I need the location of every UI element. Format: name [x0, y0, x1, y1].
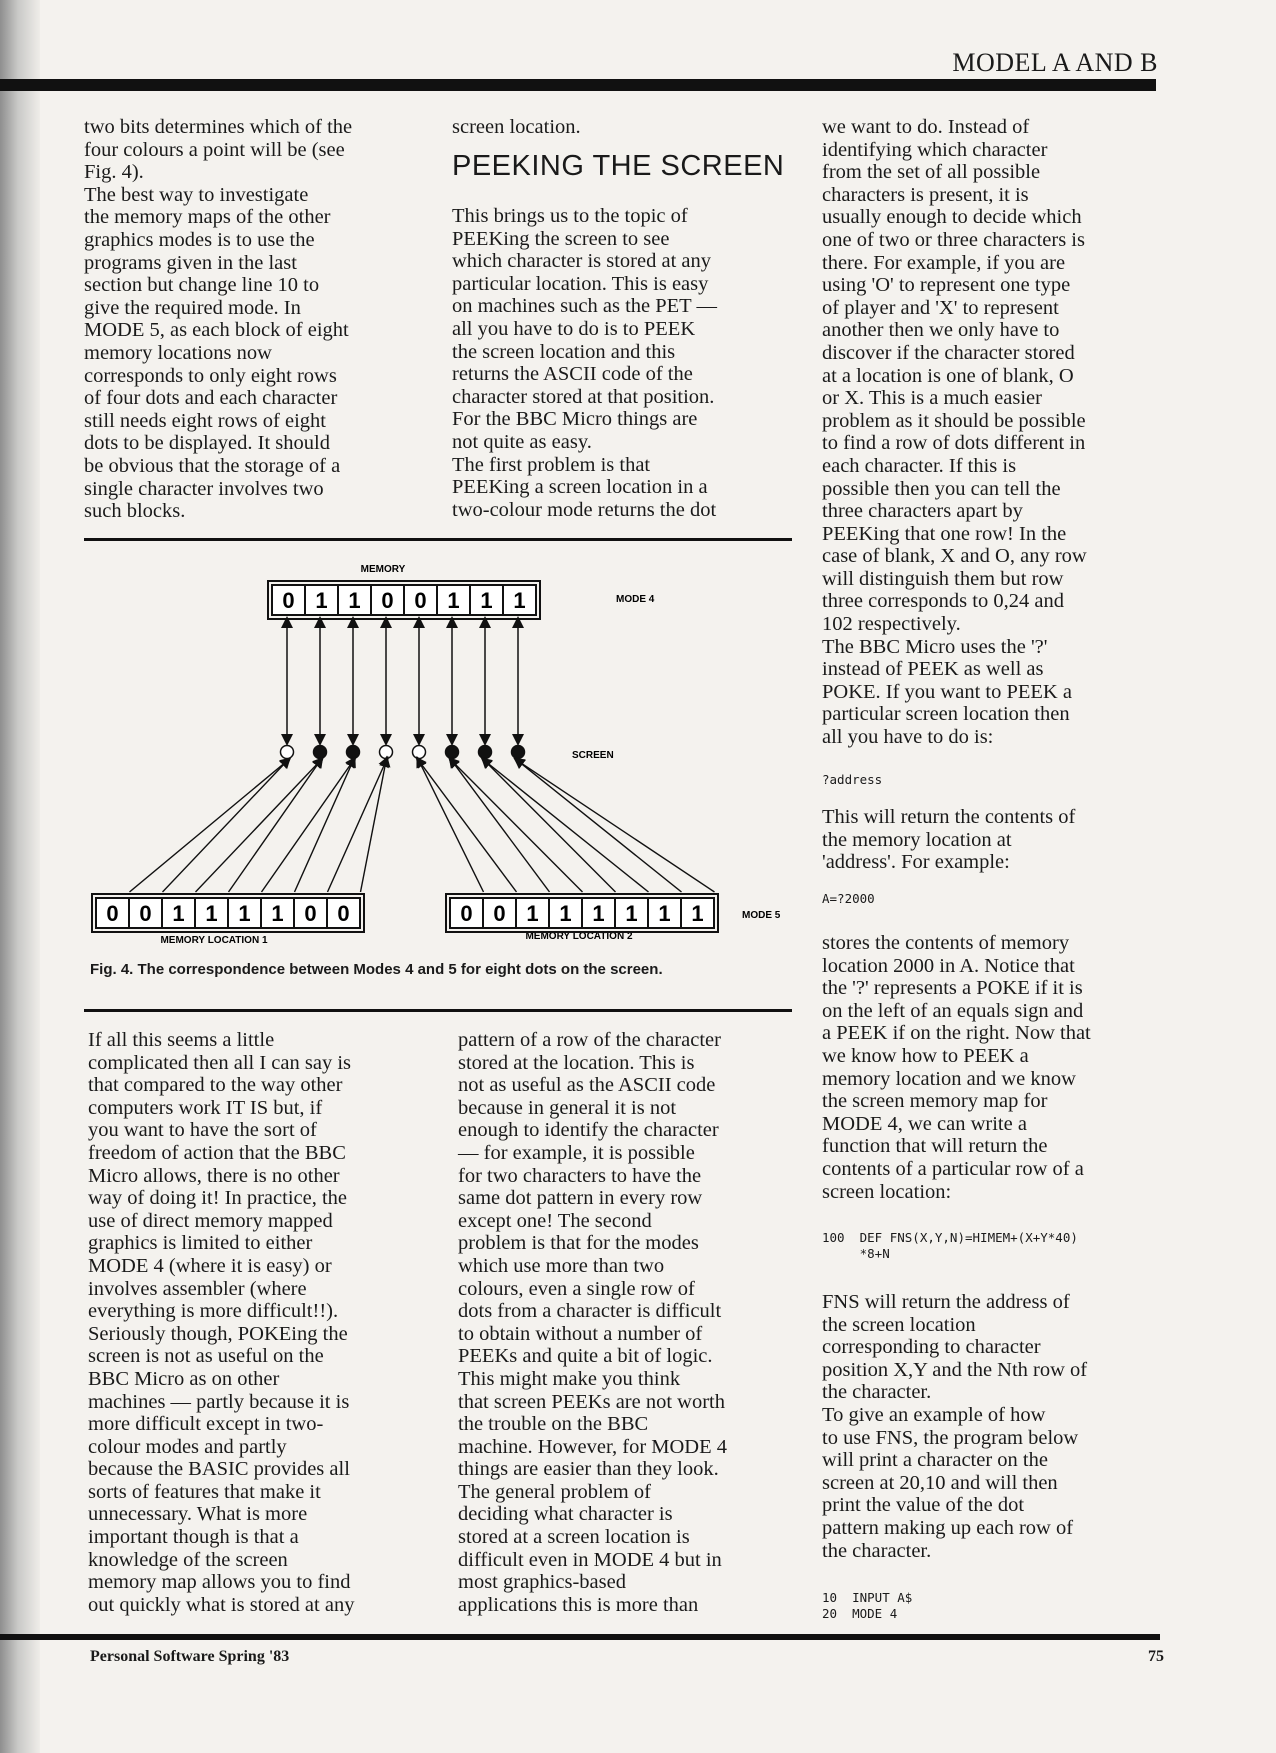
memory-location-1-label: MEMORY LOCATION 1 — [160, 935, 268, 946]
dot-to-bitpair-arrow — [262, 761, 354, 892]
mode4-memory-bit: 1 — [513, 588, 526, 613]
column1-top-text: two bits determines which of the four colours a point will be (see Fig. 4). The best way to investigate the memory maps of the other graphics modes is to use the programs given in the last section but change line 10 to give the required mode. In MODE 5, as each block of eight memory locations now corresponds to only eight rows of four dots and each character still needs eight rows of eight dots to be displayed. It should be obvious that the storage of a single character involves two such blocks. — [84, 116, 353, 523]
figure-caption: Fig. 4. The correspondence between Modes 4 and 5 for eight dots on the screen. — [90, 961, 663, 978]
column2-top-text: This brings us to the topic of PEEKing the screen to see which character is stored at any particular location. This is easy on machines such as the PET — all you have to do is to PEEK the screen location and this returns the ASCII code of the character stored at that position. For the BBC Micro things are not quite as easy. The first problem is that PEEKing a screen location in a two-colour mode returns the dot — [452, 205, 717, 521]
mode4-memory-bit: 1 — [315, 588, 328, 613]
screen-label: SCREEN — [572, 750, 614, 761]
screen-dot-off — [281, 746, 294, 759]
screen-dot-on — [446, 746, 459, 759]
memory-location-2-bit: 1 — [691, 901, 704, 926]
footer-rule — [0, 1634, 1160, 1640]
memory-location-2-bit: 1 — [526, 901, 539, 926]
mode4-memory-bit: 1 — [480, 588, 493, 613]
dot-to-bitpair-arrow — [518, 761, 715, 892]
memory-location-1-bit: 1 — [172, 901, 185, 926]
dot-to-bitpair-arrow — [196, 761, 321, 892]
dot-to-bitpair-arrow — [419, 761, 517, 892]
dot-to-bitpair-arrow — [328, 761, 387, 892]
memory-location-1-bit: 1 — [205, 901, 218, 926]
screen-dot-off — [413, 746, 426, 759]
memory-location-2-bit: 1 — [658, 901, 671, 926]
memory-location-1-bit: 0 — [106, 901, 119, 926]
screen-dot-on — [479, 746, 492, 759]
column3-text-a: we want to do. Instead of identifying which character from the set of all possible characters is present, it is usually enough to decide which one of two or three characters is there. For example, if you are using 'O' to represent one type of player and 'X' to represent another then we only have to discover if the character stored at a location is one of blank, O or X. This is a much easier problem as it should be possible to find a row of dots different in each character. If this is possible then you can tell the three characters apart by PEEKing that one row! In the case of blank, X and O, any row will distinguish them but row three corresponds to 0,24 and 102 respectively. The BBC Micro uses the '?' instead of PEEK as well as POKE. If you want to PEEK a particular screen location then all you have to do is: — [822, 116, 1087, 749]
mode4-label: MODE 4 — [616, 594, 655, 605]
code-peek-address: ?address — [822, 772, 883, 787]
screen-dot-off — [380, 746, 393, 759]
figure-mode-correspondence — [84, 550, 804, 950]
dot-to-bitpair-arrow — [361, 761, 387, 892]
memory-location-2-bit: 0 — [460, 901, 473, 926]
memory-location-1-bit: 1 — [271, 901, 284, 926]
mode4-memory-bit: 0 — [414, 588, 427, 613]
header-rule — [0, 79, 1156, 91]
screen-dot-on — [347, 746, 360, 759]
screen-dot-on — [314, 746, 327, 759]
dot-to-bitpair-arrow — [485, 761, 616, 892]
figure-bottom-rule — [84, 1009, 792, 1012]
column1-bottom-text: If all this seems a little complicated then all I can say is that compared to the way other computers work IT IS but, if you want to have the sort of freedom of action that the BBC Micro allows, there is no other way of doing it! In practice, the use of direct memory mapped graphics is limited to either MODE 4 (where it is easy) or involves assembler (where everything is more difficult!!). Seriously though, POKEing the screen is not as useful on the BBC Micro as on other machines — partly because it is more difficult except in two- colour modes and partly because the BASIC provides all sorts of features that make it unnecessary. What is more important though is that a knowledge of the screen memory map allows you to find out quickly what is stored at any — [88, 1029, 355, 1616]
column3-text-c: stores the contents of memory location 2000 in A. Notice that the '?' represents a POKE if it is on the left of an equals sign and a PEEK if on the right. Now that we know how to PEEK a memory location and we know the screen memory map for MODE 4, we can write a function that will return the contents of a particular row of a screen location: — [822, 932, 1091, 1203]
memory-location-1-bit: 0 — [337, 901, 350, 926]
publication-footer: Personal Software Spring '83 — [90, 1648, 290, 1665]
mode4-memory-bit: 0 — [381, 588, 394, 613]
dot-to-bitpair-arrow — [452, 761, 583, 892]
code-fns-definition: 100 DEF FNS(X,Y,N)=HIMEM+(X+Y*40) *8+N — [822, 1230, 1078, 1261]
memory-location-2-label: MEMORY LOCATION 2 — [525, 931, 633, 942]
memory-location-1-bit: 0 — [304, 901, 317, 926]
screen-dot-on — [512, 746, 525, 759]
mode4-memory-bit: 1 — [447, 588, 460, 613]
dot-to-bitpair-arrow — [452, 761, 550, 892]
column3-text-d: FNS will return the address of the screen location corresponding to character position X,Y and the Nth row of the character. To give an example of how to use FNS, the program below will print a character on the screen at 20,10 and will then print the value of the dot pattern making up each row of the character. — [822, 1291, 1088, 1562]
code-program-listing: 10 INPUT A$ 20 MODE 4 — [822, 1590, 913, 1621]
mode4-memory-bit: 0 — [282, 588, 295, 613]
dot-to-bitpair-arrow — [485, 761, 649, 892]
memory-location-1-bit: 0 — [139, 901, 152, 926]
memory-label: MEMORY — [360, 564, 406, 575]
running-header: MODEL A AND B — [952, 48, 1158, 77]
mode4-memory-bit: 1 — [348, 588, 361, 613]
memory-location-2-bit: 0 — [493, 901, 506, 926]
dot-to-bitpair-arrow — [163, 761, 288, 892]
figure-top-rule — [84, 538, 792, 541]
dot-to-bitpair-arrow — [419, 761, 484, 892]
memory-location-2-bit: 1 — [559, 901, 572, 926]
code-peek-example: A=?2000 — [822, 891, 875, 906]
page-number: 75 — [1148, 1648, 1164, 1665]
mode5-label: MODE 5 — [742, 910, 781, 921]
column2-lead-text: screen location. — [452, 116, 581, 138]
column2-bottom-text: pattern of a row of the character stored at the location. This is not as useful as the ASCII code because in general it is not enough to identify the character — for example, it is possible for two characters to have the same dot pattern in every row except one! The second problem is that for the modes which use more than two colours, even a single row of dots from a character is difficult to obtain without a number of PEEKs and quite a bit of logic. This might make you think that screen PEEKs are not worth the trouble on the BBC machine. However, for MODE 4 things are easier than they look. The general problem of deciding what character is stored at a screen location is difficult even in MODE 4 but in most graphics-based applications this is more than — [458, 1029, 728, 1616]
column3-text-b: This will return the contents of the memory location at 'address'. For example: — [822, 806, 1076, 874]
dot-to-bitpair-arrow — [295, 761, 354, 892]
memory-location-2-bit: 1 — [625, 901, 638, 926]
page-binding-shadow — [0, 0, 40, 1753]
section-heading: PEEKING THE SCREEN — [452, 150, 785, 182]
memory-location-2-bit: 1 — [592, 901, 605, 926]
dot-to-bitpair-arrow — [518, 761, 682, 892]
dot-to-bitpair-arrow — [229, 761, 321, 892]
memory-location-1-bit: 1 — [238, 901, 251, 926]
dot-to-bitpair-arrow — [130, 761, 288, 892]
